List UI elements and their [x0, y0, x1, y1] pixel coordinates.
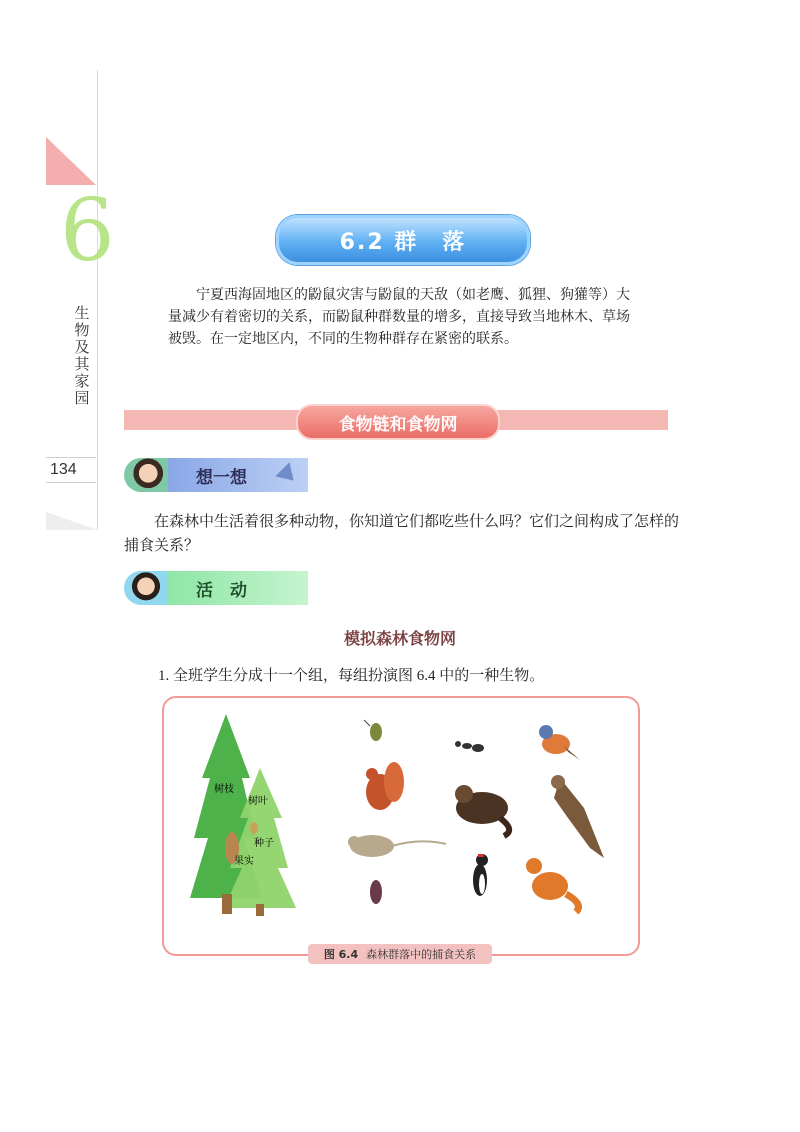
subsection-title: 食物链和食物网 [338, 414, 458, 435]
tree-icon [190, 714, 296, 916]
label-fruit: 果实 [234, 856, 254, 867]
page-number: 134 [50, 461, 77, 478]
think-text: 在森林中生活着很多种动物，你知道它们都吃些什么吗？它们之间构成了怎样的捕食关系？ [124, 514, 680, 554]
hawk-icon [551, 775, 604, 858]
label-leaf: 树叶 [248, 796, 268, 807]
beetle-icon [370, 880, 382, 904]
think-label: 想一想 [196, 467, 247, 488]
think-tab [124, 458, 308, 492]
intro-paragraph [168, 284, 634, 350]
chapter-number: 6 [60, 181, 115, 281]
food-web-illustration [164, 698, 638, 954]
figure-caption-number: 图 6.4 [323, 948, 359, 961]
activity-label-wrap [168, 571, 308, 605]
insect-icon [364, 720, 382, 741]
mouse-icon [348, 835, 446, 857]
subsection-badge [296, 404, 500, 440]
activity-step-1: 1. 全班学生分成十一个组，每组扮演图 6.4 中的一种生物。 [158, 668, 545, 684]
songbird-icon [539, 725, 580, 760]
section-title: 6.2 群 落 [339, 229, 467, 255]
page-number-rule-bottom [46, 482, 96, 483]
think-label-wrap [168, 458, 308, 492]
squirrel-icon [366, 762, 404, 810]
intro-text: 宁夏西海固地区的鼢鼠灾害与鼢鼠的天敌（如老鹰、狐狸、狗獾等）大量减少有着密切的关系，而鼢鼠种群数量的增多，直接导致当地林木、草场被毁。在一定地区内，不同的生物种群存在紧密的联系。 [168, 287, 630, 347]
margin-rule [97, 70, 98, 530]
figure-caption-text: 森林群落中的捕食关系 [366, 948, 477, 961]
figure-frame [162, 696, 640, 956]
activity-label: 活 动 [196, 580, 247, 601]
ant-icon [455, 741, 484, 752]
marten-icon [455, 785, 509, 836]
student-avatar-icon [124, 571, 168, 605]
figure-caption [308, 944, 492, 964]
arrow-icon [275, 462, 300, 487]
activity-tab [124, 571, 308, 605]
page-number-rule-top [46, 457, 96, 458]
fox-icon [526, 858, 578, 912]
corner-decoration-bottom [46, 512, 98, 530]
label-branch: 树枝 [214, 784, 234, 795]
corner-decoration-top [46, 137, 96, 185]
chapter-title-vertical: 生物及其家园 [74, 304, 90, 407]
label-seed: 种子 [254, 838, 274, 849]
section-title-badge [276, 215, 530, 265]
activity-title: 模拟森林食物网 [343, 629, 456, 648]
student-avatar-icon [124, 458, 168, 492]
woodpecker-icon [473, 854, 488, 896]
